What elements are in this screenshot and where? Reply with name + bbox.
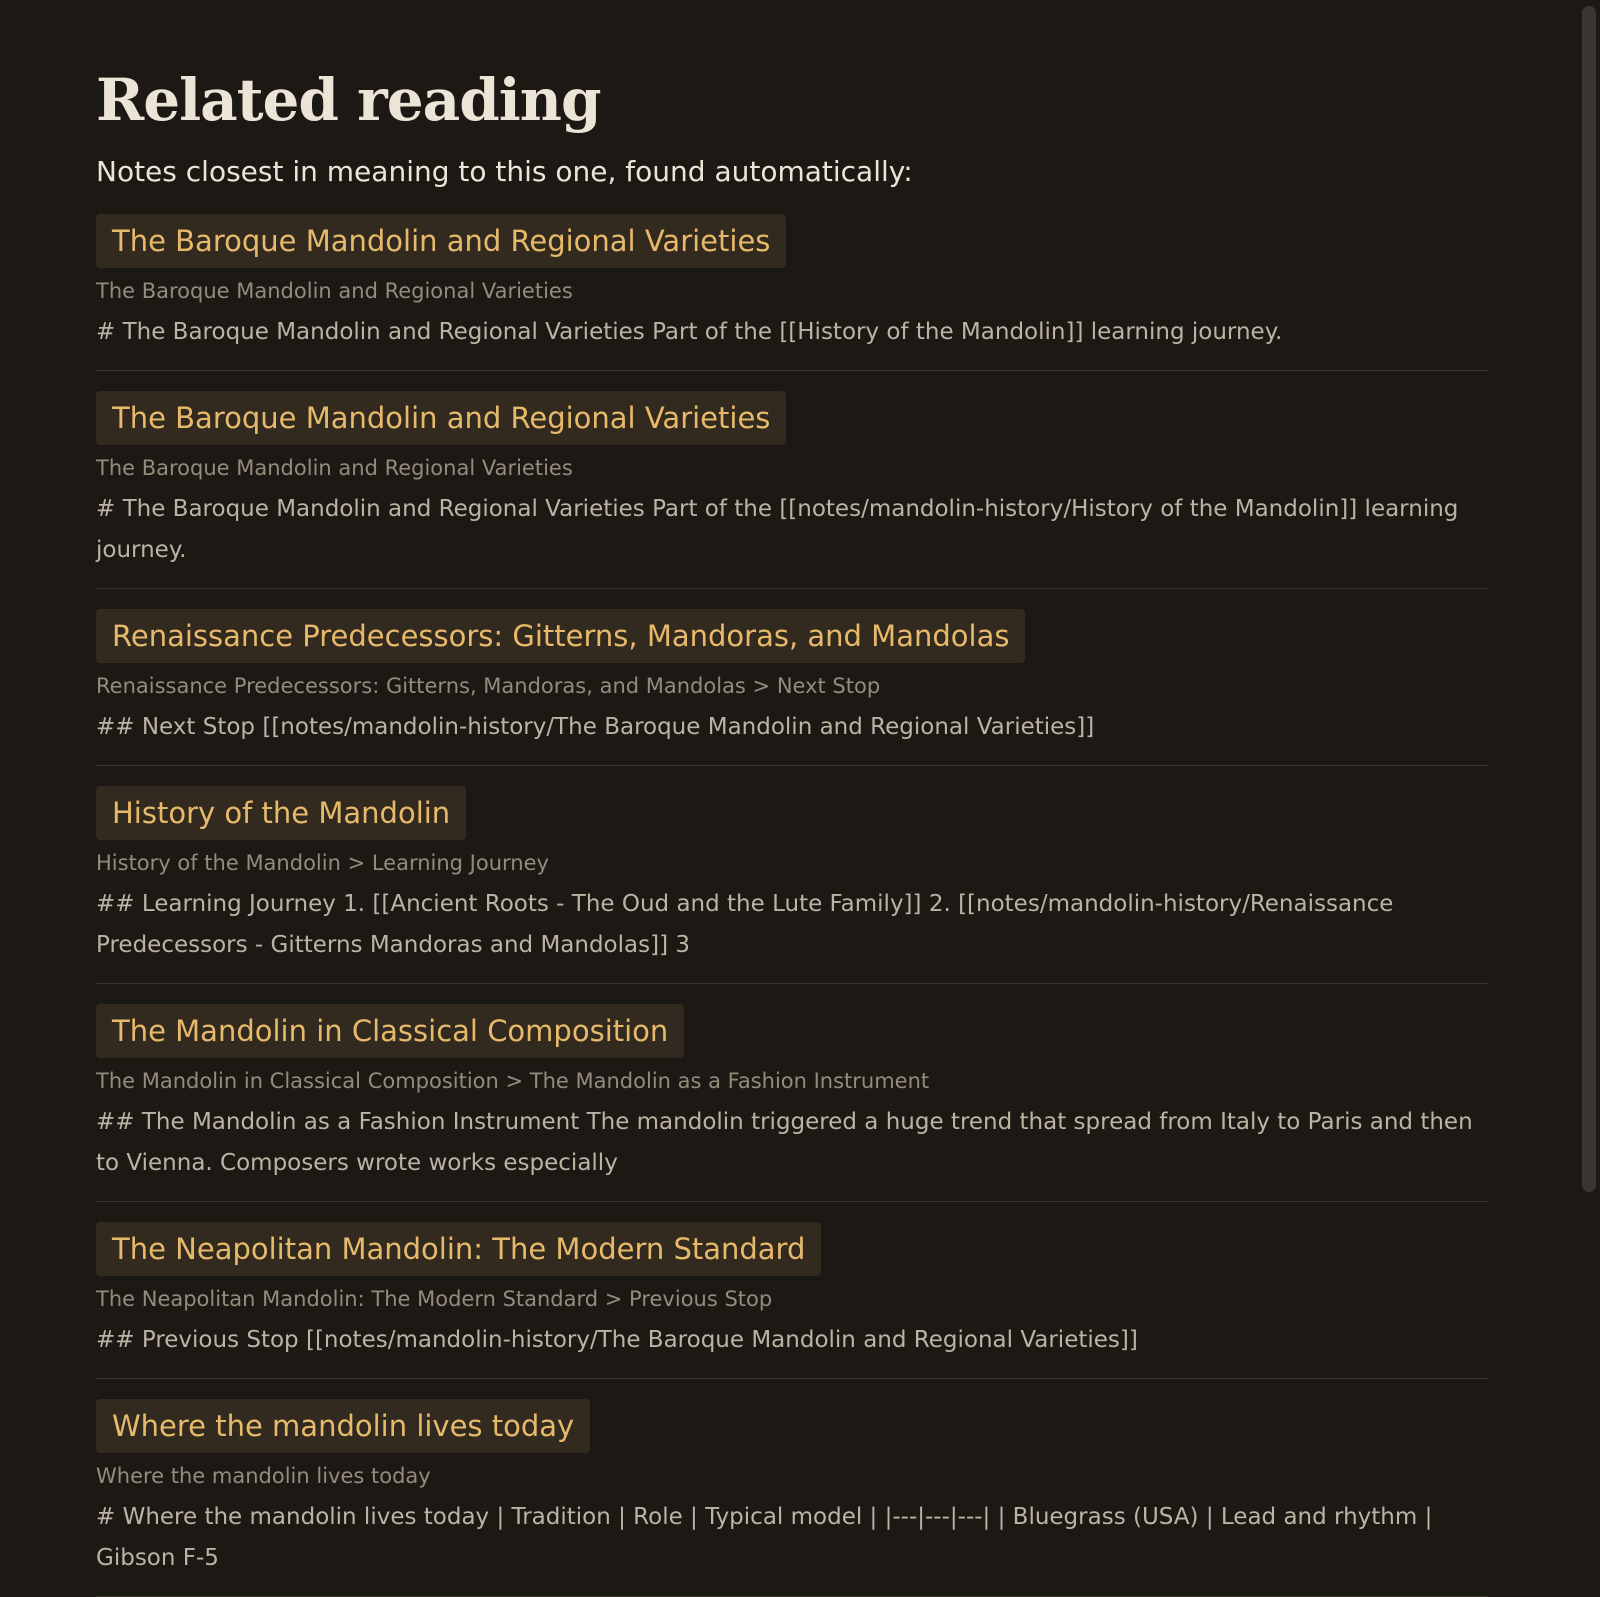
- related-note-item: [96, 391, 1488, 589]
- scrollbar-thumb[interactable]: [1582, 6, 1596, 1192]
- related-note-heading-path: Renaissance Predecessors: Gitterns, Mandoras, and Mandolas > Next Stop: [96, 674, 881, 698]
- related-note-snippet: ## Next Stop [[notes/mandolin-history/The Baroque Mandolin and Regional Varieties]]: [96, 714, 1095, 740]
- related-note-item: [96, 786, 1488, 984]
- related-note-item: [96, 1222, 1488, 1379]
- related-note-snippet: ## The Mandolin as a Fashion Instrument The mandolin triggered a huge trend that spread from Italy to Paris and then to Vienna. Composers wrote works especially: [96, 1109, 1473, 1176]
- related-note-item: [96, 1399, 1488, 1597]
- related-notes-list: [96, 214, 1488, 1597]
- related-note-heading-path: Where the mandolin lives today: [96, 1464, 431, 1488]
- related-note-link[interactable]: Renaissance Predecessors: Gitterns, Mandoras, and Mandolas: [96, 609, 1025, 663]
- related-note-heading-path: The Mandolin in Classical Composition > The Mandolin as a Fashion Instrument: [96, 1069, 930, 1093]
- related-note-heading-path: The Baroque Mandolin and Regional Varieties: [96, 456, 573, 480]
- related-note-snippet: ## Previous Stop [[notes/mandolin-history/The Baroque Mandolin and Regional Varieties]]: [96, 1327, 1138, 1353]
- related-note-item: [96, 609, 1488, 766]
- related-note-snippet: # Where the mandolin lives today | Tradition | Role | Typical model | |---|---|---| | Bluegrass (USA) | Lead and rhythm | Gibson F-5: [96, 1504, 1433, 1571]
- related-reading-page: [96, 0, 1488, 1571]
- vertical-scrollbar[interactable]: [1570, 0, 1600, 1480]
- related-note-heading-path: The Neapolitan Mandolin: The Modern Standard > Previous Stop: [96, 1287, 773, 1311]
- related-note-link[interactable]: History of the Mandolin: [96, 786, 466, 840]
- related-note-link[interactable]: The Baroque Mandolin and Regional Varieties: [96, 214, 786, 268]
- related-note-snippet: # The Baroque Mandolin and Regional Varieties Part of the [[History of the Mandolin]] learning journey.: [96, 319, 1283, 345]
- related-note-heading-path: The Baroque Mandolin and Regional Varieties: [96, 279, 573, 303]
- related-note-snippet: # The Baroque Mandolin and Regional Varieties Part of the [[notes/mandolin-history/History of the Mandolin]] learning journey.: [96, 496, 1459, 563]
- related-note-snippet: ## Learning Journey 1. [[Ancient Roots - The Oud and the Lute Family]] 2. [[notes/mandolin-history/Renaissance Predecessors - Gitterns Mandoras and Mandolas]] 3: [96, 891, 1394, 958]
- related-note-link[interactable]: The Neapolitan Mandolin: The Modern Standard: [96, 1222, 821, 1276]
- related-note-heading-path: History of the Mandolin > Learning Journey: [96, 851, 549, 875]
- related-note-item: [96, 214, 1488, 371]
- related-note-link[interactable]: Where the mandolin lives today: [96, 1399, 590, 1453]
- related-note-link[interactable]: The Baroque Mandolin and Regional Varieties: [96, 391, 786, 445]
- page-subtitle: Notes closest in meaning to this one, found automatically:: [96, 155, 913, 188]
- related-note-link[interactable]: The Mandolin in Classical Composition: [96, 1004, 684, 1058]
- related-note-item: [96, 1004, 1488, 1202]
- page-title: Related reading: [96, 66, 601, 134]
